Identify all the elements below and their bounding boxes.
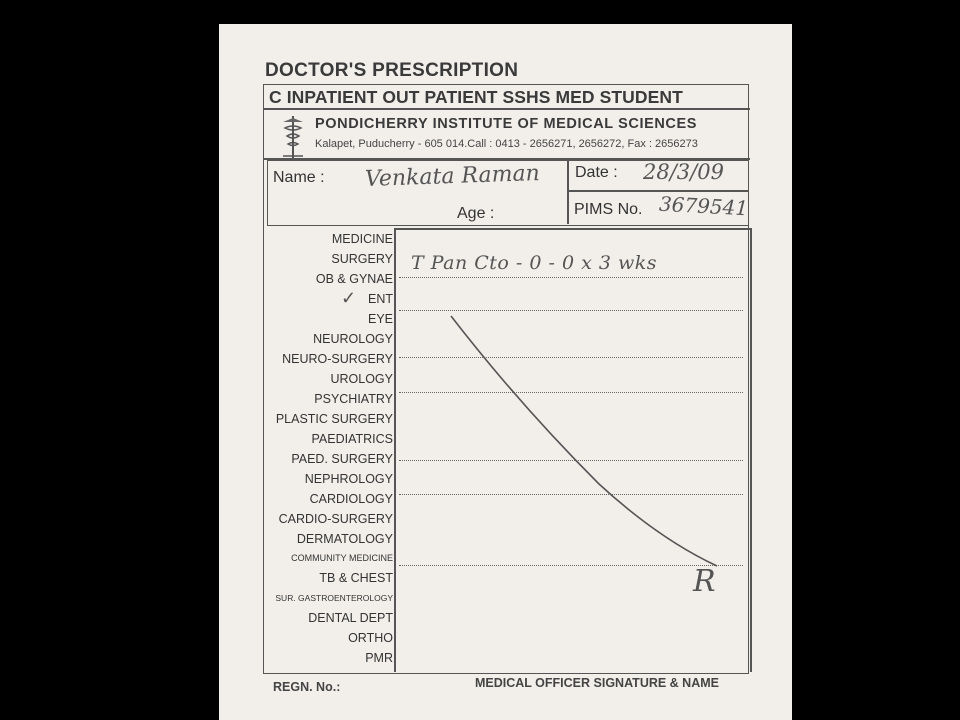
dept-tb-chest: TB & CHEST (319, 571, 393, 585)
dept-urology: UROLOGY (330, 372, 393, 386)
patient-name: Venkata Raman (364, 160, 541, 193)
dept-eye: EYE (367, 312, 393, 326)
prescription-slip (219, 24, 792, 720)
doctor-signature: R (693, 564, 716, 599)
dept-paediatrics: PAEDIATRICS (311, 432, 393, 446)
form-title: DOCTOR'S PRESCRIPTION (265, 60, 519, 81)
dept-dermatology: DERMATOLOGY (296, 532, 393, 546)
pims-number: 3679541 (658, 191, 749, 221)
dept-paed-surgery: PAED. SURGERY (291, 452, 393, 466)
name-label: Name : (273, 169, 325, 186)
institute-address: Kalapet, Puducherry - 605 014.Call : 0413 - 2656271, 2656272, Fax : 2656273 (315, 138, 698, 150)
ent-tick-mark: ✓ (341, 288, 357, 309)
dept-dental: DENTAL DEPT (308, 611, 393, 625)
prescription-date: 28/3/09 (643, 160, 724, 184)
signature-label: MEDICAL OFFICER SIGNATURE & NAME (475, 676, 719, 690)
dept-plastic-surgery: PLASTIC SURGERY (275, 412, 393, 426)
category-row: C INPATIENT OUT PATIENT SSHS MED STUDENT (269, 87, 683, 107)
dept-ortho: ORTHO (348, 631, 393, 645)
dept-ob-gynae: OB & GYNAE (315, 272, 393, 286)
dept-neurology: NEUROLOGY (313, 332, 393, 346)
strike-through-line (219, 24, 792, 720)
dept-sur-gastroenterology: SUR. GASTROENTEROLOGY (275, 593, 393, 603)
dept-psychiatry: PSYCHIATRY (314, 392, 393, 406)
institute-name: PONDICHERRY INSTITUTE OF MEDICAL SCIENCES (315, 116, 698, 132)
age-label: Age : (457, 205, 495, 222)
dept-surgery: SURGERY (331, 252, 393, 266)
prescription-entry: T Pan Cto - 0 - 0 x 3 wks (411, 252, 657, 274)
dept-ent: ENT (368, 292, 393, 306)
dept-community-medicine: COMMUNITY MEDICINE (291, 553, 393, 563)
dept-cardiology: CARDIOLOGY (309, 492, 393, 506)
pims-label: PIMS No. (574, 201, 643, 218)
regn-label: REGN. No.: (273, 680, 341, 694)
dept-cardio-surgery: CARDIO-SURGERY (278, 512, 393, 526)
dept-nephrology: NEPHROLOGY (304, 472, 393, 486)
date-label: Date : (575, 164, 618, 181)
dept-neuro-surgery: NEURO-SURGERY (282, 352, 393, 366)
dept-medicine: MEDICINE (331, 232, 393, 246)
dept-pmr: PMR (365, 651, 393, 665)
